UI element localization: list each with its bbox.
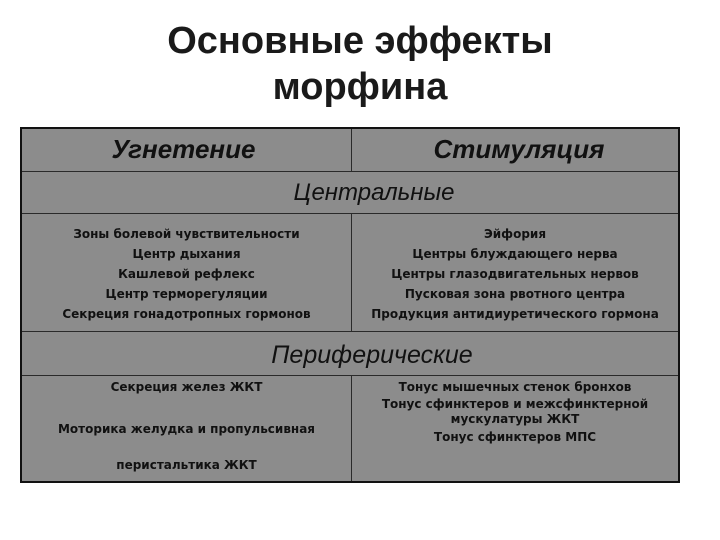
list-item: Зоны болевой чувствительности — [73, 227, 300, 241]
list-item: перистальтика ЖКТ — [116, 458, 257, 472]
central-stimulation-list — [352, 214, 678, 332]
section-central-label: Центральные — [293, 178, 455, 206]
list-item: Центры глазодвигательных нервов — [391, 267, 639, 281]
peripheral-depression-list — [22, 376, 352, 481]
central-depression-list — [22, 214, 352, 332]
header-depression — [22, 129, 352, 172]
list-item: Моторика желудка и пропульсивная — [57, 422, 315, 436]
title-line-1: Основные эффекты — [167, 20, 553, 62]
list-item: Кашлевой рефлекс — [118, 267, 255, 281]
list-item: Тонус сфинктеров и межсфинктерной мускулатуры ЖКТ — [381, 397, 649, 426]
title-line-2: морфина — [272, 66, 448, 108]
header-stimulation — [352, 129, 678, 172]
list-item: Пусковая зона рвотного центра — [404, 287, 626, 301]
list-item: Центры блуждающего нерва — [412, 247, 618, 261]
section-peripheral-label: Периферические — [271, 341, 473, 369]
list-item: Тонус сфинктеров МПС — [433, 430, 597, 444]
list-item: Центр дыхания — [132, 247, 241, 261]
list-item: Центр терморегуляции — [105, 287, 268, 301]
slide-title — [0, 18, 720, 110]
section-central — [22, 172, 678, 214]
list-item: Продукция антидиуретического гормона — [371, 307, 659, 321]
list-item: Эйфория — [483, 227, 547, 241]
list-item: Секреция гонадотропных гормонов — [62, 307, 311, 321]
header-depression-label: Угнетение — [111, 133, 256, 164]
header-stimulation-label: Стимуляция — [433, 133, 605, 164]
effects-table — [20, 127, 680, 483]
peripheral-stimulation-list — [352, 376, 678, 481]
list-item: Секреция желез ЖКТ — [110, 380, 263, 394]
section-peripheral — [22, 332, 678, 376]
list-item: Тонус мышечных стенок бронхов — [398, 380, 632, 394]
